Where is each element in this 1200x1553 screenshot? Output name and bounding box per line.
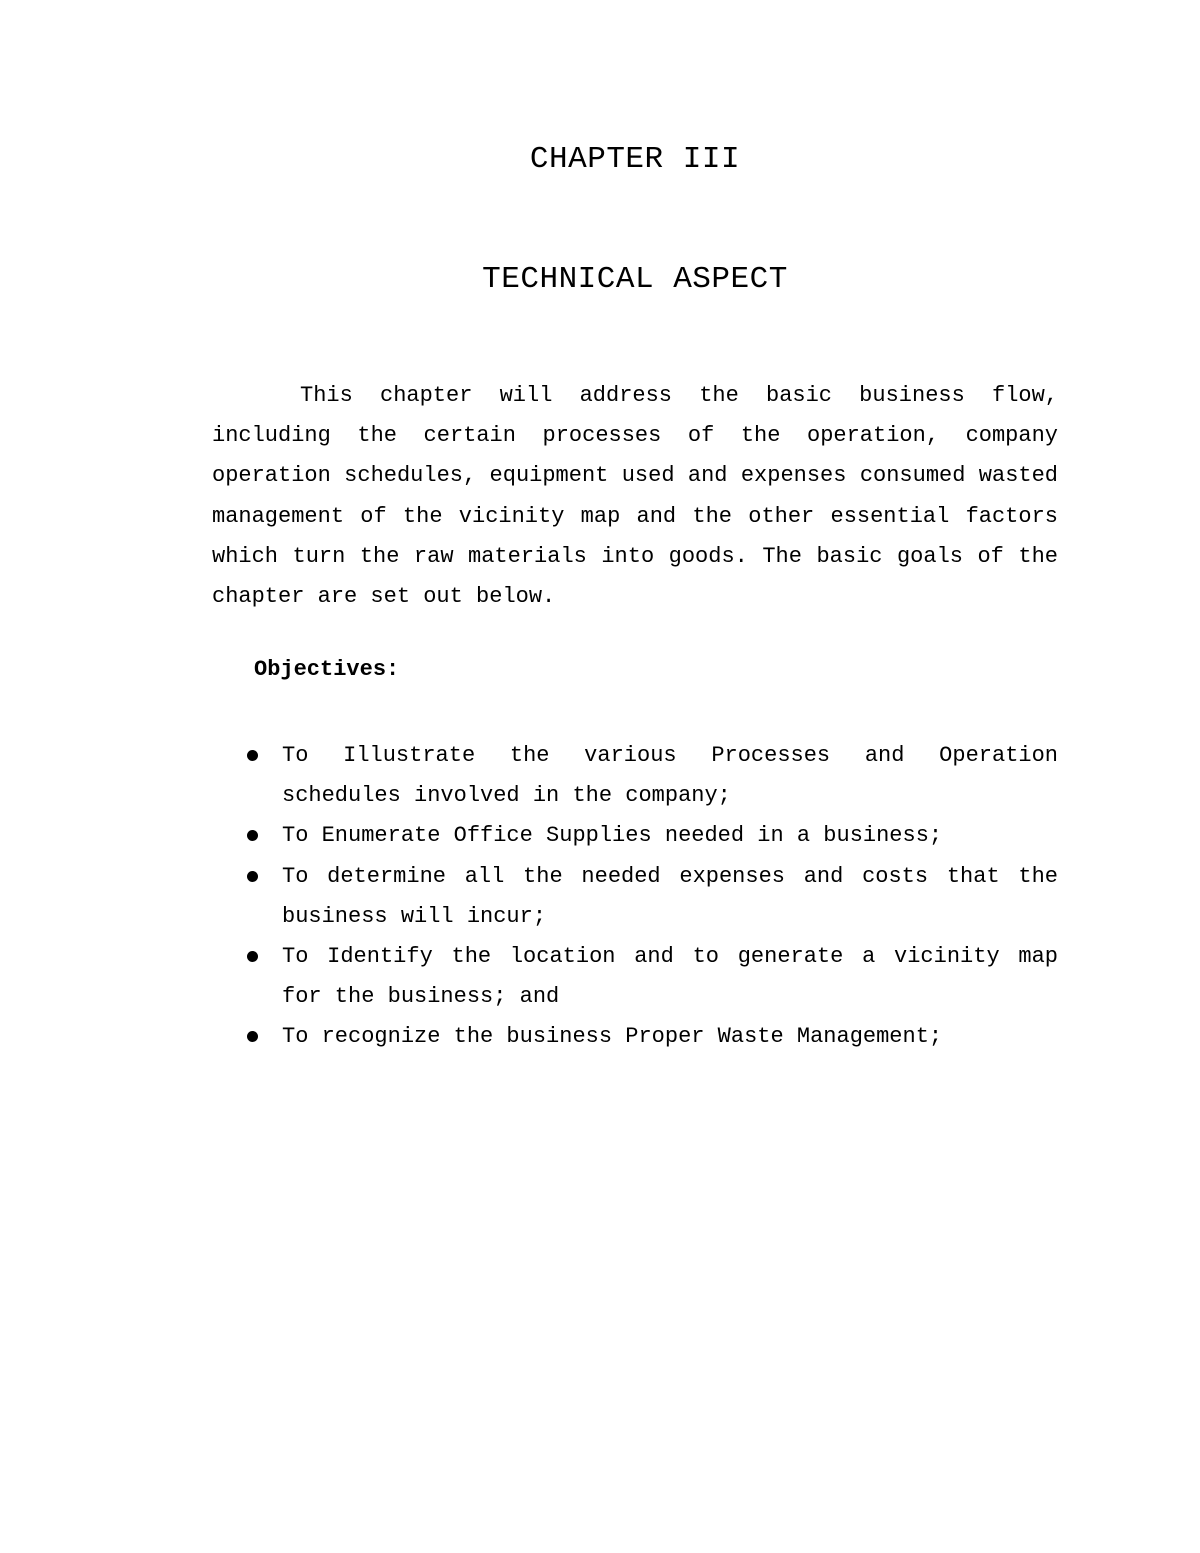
objective-text: To recognize the business Proper Waste Management; (282, 1024, 943, 1050)
objective-item (282, 1017, 1058, 1057)
bullet-icon (247, 871, 258, 882)
objective-text: To Identify the location and to generate a vicinity map for the business; and (282, 944, 1058, 1010)
bullet-icon (247, 951, 258, 962)
objective-text: To determine all the needed expenses and costs that the business will incur; (282, 863, 1058, 929)
objectives-label: Objectives: (254, 657, 400, 682)
objective-item (282, 816, 1058, 856)
objective-item (282, 736, 1058, 816)
objective-text: To Enumerate Office Supplies needed in a business; (282, 823, 943, 849)
objective-item (282, 937, 1058, 1017)
intro-paragraph: This chapter will address the basic business flow, including the certain processes of the operation, company operation schedules, equipment used and expenses consumed wasted management of the vicinity map and the other essential factors which turn the raw materials into goods. The basic goals of the chapter are set out below. (212, 383, 1058, 610)
bullet-icon (247, 830, 258, 841)
bullet-icon (247, 1031, 258, 1042)
objective-text: To Illustrate the various Processes and Operation schedules involved in the company; (282, 743, 1058, 809)
section-title: TECHNICAL ASPECT (482, 262, 788, 297)
objectives-list (282, 736, 1058, 1058)
bullet-icon (247, 750, 258, 761)
objective-item (282, 857, 1058, 937)
chapter-heading: CHAPTER III (529, 142, 741, 177)
